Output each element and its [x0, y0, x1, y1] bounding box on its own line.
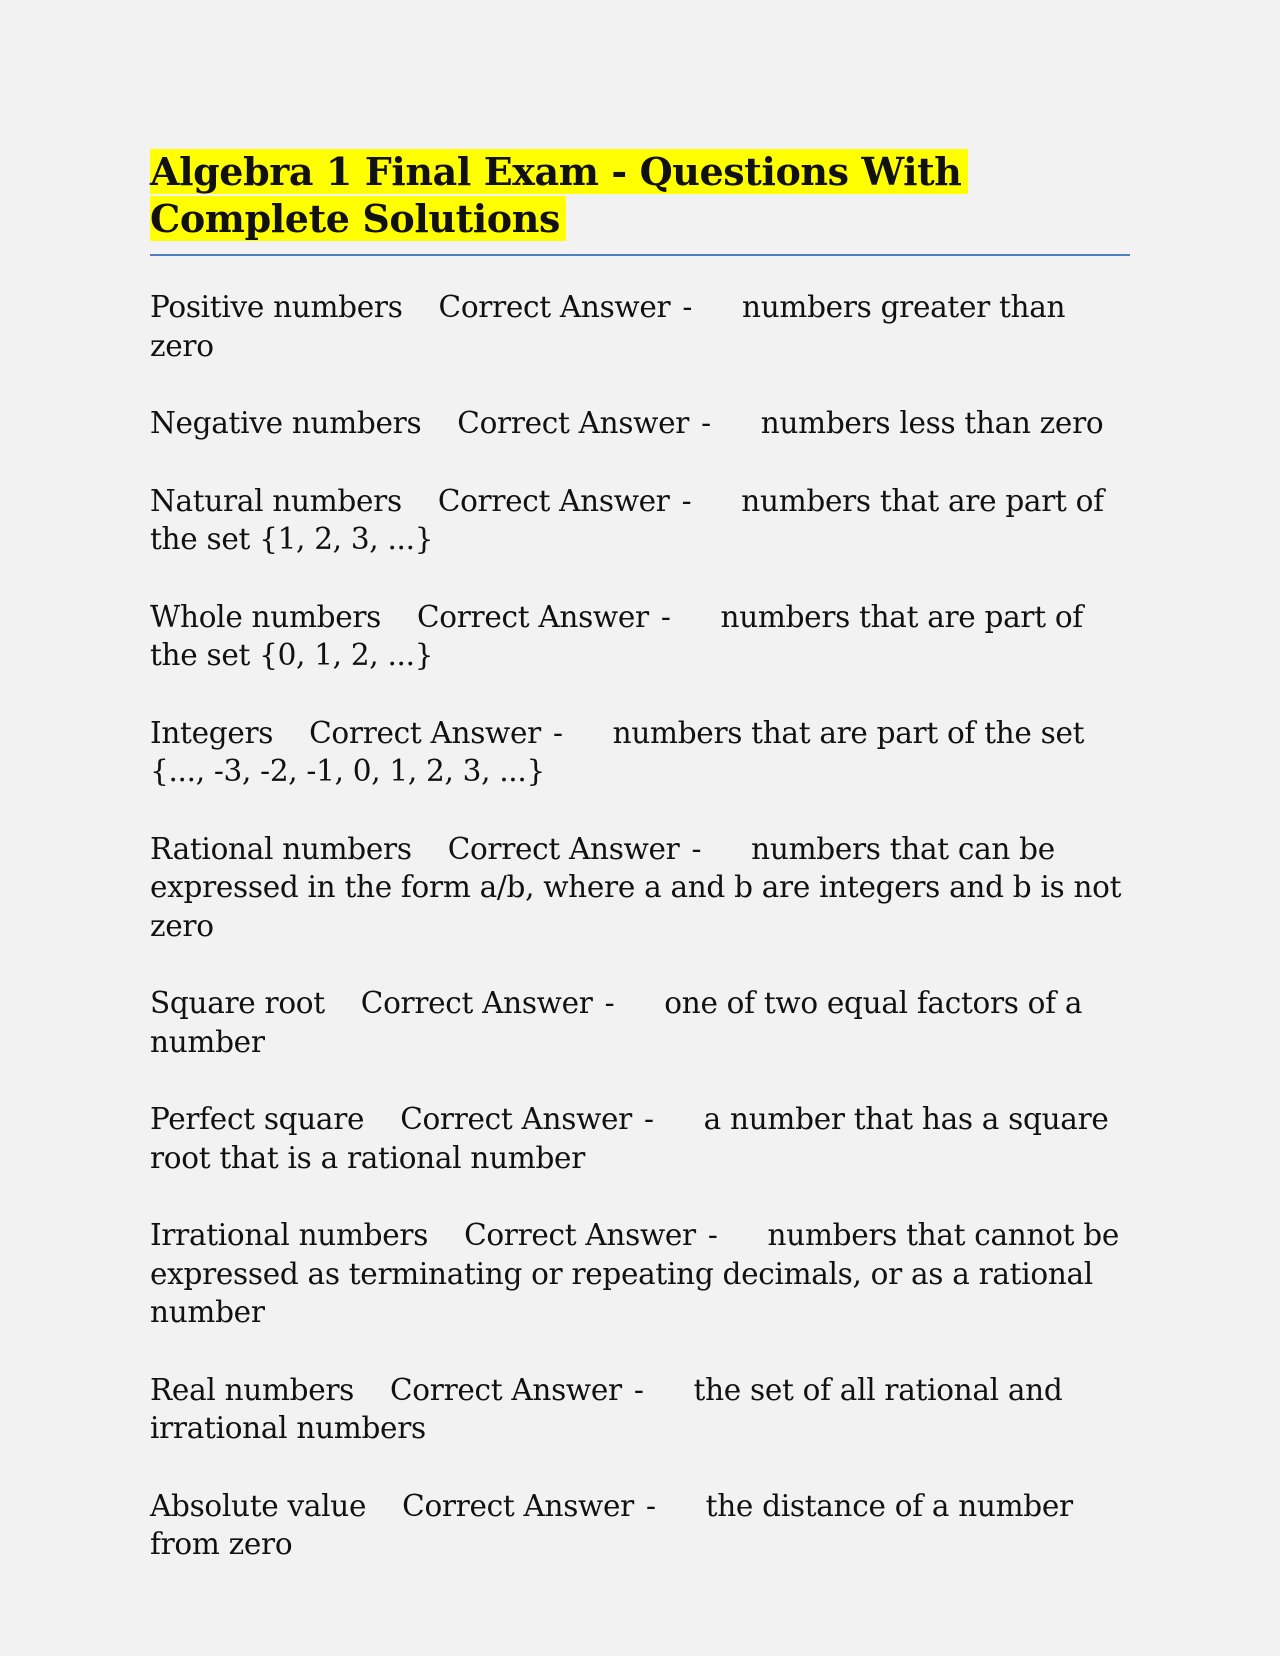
qa-entry [150, 598, 1132, 675]
entry-definition: numbers that are part of the set {0, 1, 2, ...} [150, 599, 1083, 672]
answer-separator: - [552, 715, 563, 750]
qa-entry [150, 1100, 1132, 1177]
answer-separator: - [633, 1372, 644, 1407]
entry-definition: numbers greater than zero [150, 290, 1066, 363]
entry-term: Integers [150, 715, 274, 750]
answer-separator: - [707, 1218, 718, 1252]
qa-entry [150, 404, 1132, 443]
answer-separator: - [681, 483, 692, 518]
correct-answer-label: Correct Answer [390, 1372, 622, 1407]
qa-entry [150, 1216, 1132, 1332]
entry-definition: numbers that are part of the set {..., -3, -2, -1, 0, 1, 2, 3, ...} [150, 715, 1085, 788]
qa-list [150, 288, 1132, 1603]
entry-term: Square root [150, 986, 325, 1020]
correct-answer-label: Correct Answer [360, 986, 593, 1020]
correct-answer-label: Correct Answer [400, 1102, 632, 1136]
entry-definition: the set of all rational and irrational numbers [150, 1372, 1063, 1445]
correct-answer-label: Correct Answer [438, 290, 671, 324]
correct-answer-label: Correct Answer [402, 1488, 634, 1523]
answer-separator: - [682, 290, 693, 324]
correct-answer-label: Correct Answer [417, 599, 649, 634]
entry-definition: numbers that cannot be expressed as terminating or repeating decimals, or as a rational number [150, 1218, 1119, 1329]
correct-answer-label: Correct Answer [457, 406, 690, 440]
qa-entry [150, 1487, 1132, 1564]
answer-separator: - [604, 986, 615, 1020]
entry-term: Irrational numbers [150, 1218, 429, 1252]
entry-term: Positive numbers [150, 290, 403, 324]
entry-definition: one of two equal factors of a number [150, 986, 1083, 1059]
entry-term: Perfect square [150, 1102, 365, 1136]
entry-term: Natural numbers [150, 483, 402, 518]
title-underline-rule [150, 254, 1130, 256]
answer-separator: - [691, 831, 702, 866]
correct-answer-label: Correct Answer [447, 831, 680, 866]
qa-entry [150, 1371, 1132, 1448]
answer-separator: - [644, 1102, 654, 1136]
answer-separator: - [701, 406, 711, 440]
title-highlight: Algebra 1 Final Exam - Questions With Complete Solutions [150, 149, 968, 241]
qa-entry [150, 830, 1132, 946]
entry-term: Whole numbers [150, 599, 382, 634]
qa-entry [150, 288, 1132, 365]
correct-answer-label: Correct Answer [437, 483, 670, 518]
entry-definition: numbers less than zero [760, 406, 1104, 440]
entry-definition: the distance of a number from zero [150, 1488, 1073, 1561]
answer-separator: - [645, 1488, 656, 1523]
entry-definition: numbers that can be expressed in the form a/b, where a and b are integers and b is not zero [150, 831, 1122, 943]
qa-entry [150, 482, 1132, 559]
entry-definition: a number that has a square root that is a rational number [150, 1102, 1109, 1175]
entry-term: Rational numbers [150, 831, 412, 866]
qa-entry [150, 984, 1132, 1061]
correct-answer-label: Correct Answer [464, 1218, 696, 1252]
entry-term: Real numbers [150, 1372, 355, 1407]
qa-entry [150, 714, 1132, 791]
correct-answer-label: Correct Answer [309, 715, 541, 750]
entry-term: Negative numbers [150, 406, 422, 440]
entry-term: Absolute value [150, 1488, 367, 1523]
document-title [150, 148, 1130, 242]
answer-separator: - [660, 599, 671, 634]
entry-definition: numbers that are part of the set {1, 2, 3, ...} [150, 483, 1104, 556]
